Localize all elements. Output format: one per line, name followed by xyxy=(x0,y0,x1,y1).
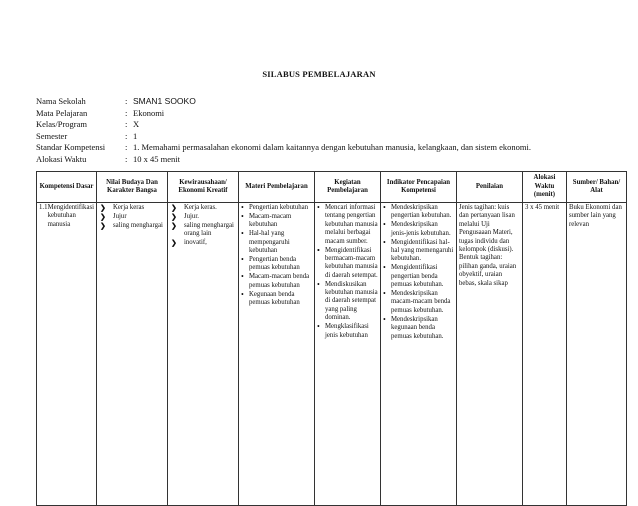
info-value: 1. Memahami permasalahan ekonomi dalam kaitannya dengan kebutuhan manusia, kelangkaan, dan sistem ekonomi. xyxy=(133,142,531,152)
list-item: • Mendeskripsikan jenis-jenis kebutuhan. xyxy=(383,221,454,238)
info-key: Standar Kompetensi xyxy=(36,142,106,152)
info-separator: : xyxy=(125,130,128,141)
info-row xyxy=(36,131,626,143)
info-separator: : xyxy=(125,142,128,152)
list-item: • Kegunaan benda pemuas kebutuhan xyxy=(241,291,312,308)
table-row xyxy=(37,203,627,506)
info-key: Kelas/Program xyxy=(36,119,87,129)
list-item: • Mendeskripsikan kegunaan benda pemuas kebutuhan. xyxy=(383,316,454,341)
kd-text: Mengidentifikasi kebutuhan manusia xyxy=(47,204,94,228)
cell-kewirausahaan xyxy=(168,203,239,506)
list-item: • Macam-macam benda pemuas kebutuhan xyxy=(241,273,312,290)
info-key: Nama Sekolah xyxy=(36,96,86,106)
column-header: Indikator Pencapaian Kompetensi xyxy=(381,172,457,203)
list-item: ❯ inovatif, xyxy=(170,239,236,247)
info-key: Mata Pelajaran xyxy=(36,107,88,118)
list-item: • Mengidentifikasi pengertian benda pemuas kebutuhan. xyxy=(383,264,454,289)
list-item: • Mengidentifikasi bermacam-macam kebutuhan manusia di daerah setempat. xyxy=(317,247,378,281)
info-row xyxy=(36,142,626,154)
syllabus-table xyxy=(36,171,627,506)
list-item: ❯ saling menghargai xyxy=(99,222,165,230)
info-separator: : xyxy=(125,119,128,129)
page-title: SILABUS PEMBELAJARAN xyxy=(262,69,376,79)
info-separator: : xyxy=(125,153,128,164)
info-row xyxy=(36,119,626,131)
column-header: Alokasi Waktu (menit) xyxy=(523,172,567,203)
cell-materi xyxy=(239,203,315,506)
info-row xyxy=(36,108,626,120)
column-header: Nilai Budaya Dan Karakter Bangsa xyxy=(97,172,168,203)
cell-penilaian: Jenis tagihan: kuis dan pertanyaan lisan melalui Uji Pengusaaan Materi, tugas individu dan kelompok (diskusi). Bentuk tagihan: pilihan ganda, uraian obyektif, uraian bebas, skala sikap xyxy=(457,203,523,506)
document-info xyxy=(36,96,626,165)
list-item: ❯ Kerja keras xyxy=(99,204,165,212)
table-header-row xyxy=(37,172,627,203)
info-value: SMAN1 SOOKO xyxy=(133,96,196,106)
info-row xyxy=(36,96,626,108)
info-key: Alokasi Waktu xyxy=(36,153,87,164)
column-header: Kompetensi Dasar xyxy=(37,172,97,203)
list-item: • Macam-macam kebutuhan xyxy=(241,213,312,230)
list-item: • Mendeskripsikan pengertian kebutuhan. xyxy=(383,204,454,221)
cell-nilai-budaya xyxy=(97,203,168,506)
list-item: • Mendiskusikan kebutuhan manusia di daerah setempat yang paling dominan. xyxy=(317,281,378,323)
list-item: • Pengertian kebutuhan xyxy=(241,204,312,212)
list-item: • Mengidentifikasi hal-hal yang memengaruhi kebutuhan. xyxy=(383,239,454,264)
info-separator: : xyxy=(125,96,128,106)
info-row xyxy=(36,154,626,166)
info-value: 1 xyxy=(133,130,138,141)
column-header: Sumber/ Bahan/ Alat xyxy=(567,172,627,203)
cell-sumber: Buku Ekonomi dan sumber lain yang relevan xyxy=(567,203,627,506)
cell-kegiatan xyxy=(315,203,381,506)
kd-number: 1.1 xyxy=(39,204,48,211)
list-item: • Mencari informasi tentang pengertian kebutuhan manusia melalui berbagai macam sumber. xyxy=(317,204,378,246)
cell-kompetensi-dasar xyxy=(37,203,97,506)
list-item: ❯ Kerja keras. xyxy=(170,204,236,212)
column-header: Penilaian xyxy=(457,172,523,203)
cell-alokasi-waktu: 3 x 45 menit xyxy=(523,203,567,506)
list-item: • Mendeskripsikan macam-macam benda pemuas kebutuhan. xyxy=(383,290,454,315)
list-item: • Hal-hal yang mempengaruhi kebutuhan xyxy=(241,230,312,255)
info-value: 10 x 45 menit xyxy=(133,153,180,164)
column-header: Kegiatan Pembelajaran xyxy=(315,172,381,203)
column-header: Materi Pembelajaran xyxy=(239,172,315,203)
info-separator: : xyxy=(125,107,128,118)
list-item: ❯ saling menghargai orang lain xyxy=(170,222,236,239)
list-item: • Mengklasifikasi jenis kebutuhan xyxy=(317,323,378,340)
column-header: Kewirausahaan/ Ekonomi Kreatif xyxy=(168,172,239,203)
info-key: Semester xyxy=(36,130,68,141)
list-item: ❯ Jujur. xyxy=(170,213,236,221)
info-value: Ekonomi xyxy=(133,107,165,118)
list-item: ❯ Jujur xyxy=(99,213,165,221)
info-value: X xyxy=(133,119,140,129)
list-item: • Pengertian benda pemuas kebutuhan xyxy=(241,256,312,273)
cell-indikator xyxy=(381,203,457,506)
